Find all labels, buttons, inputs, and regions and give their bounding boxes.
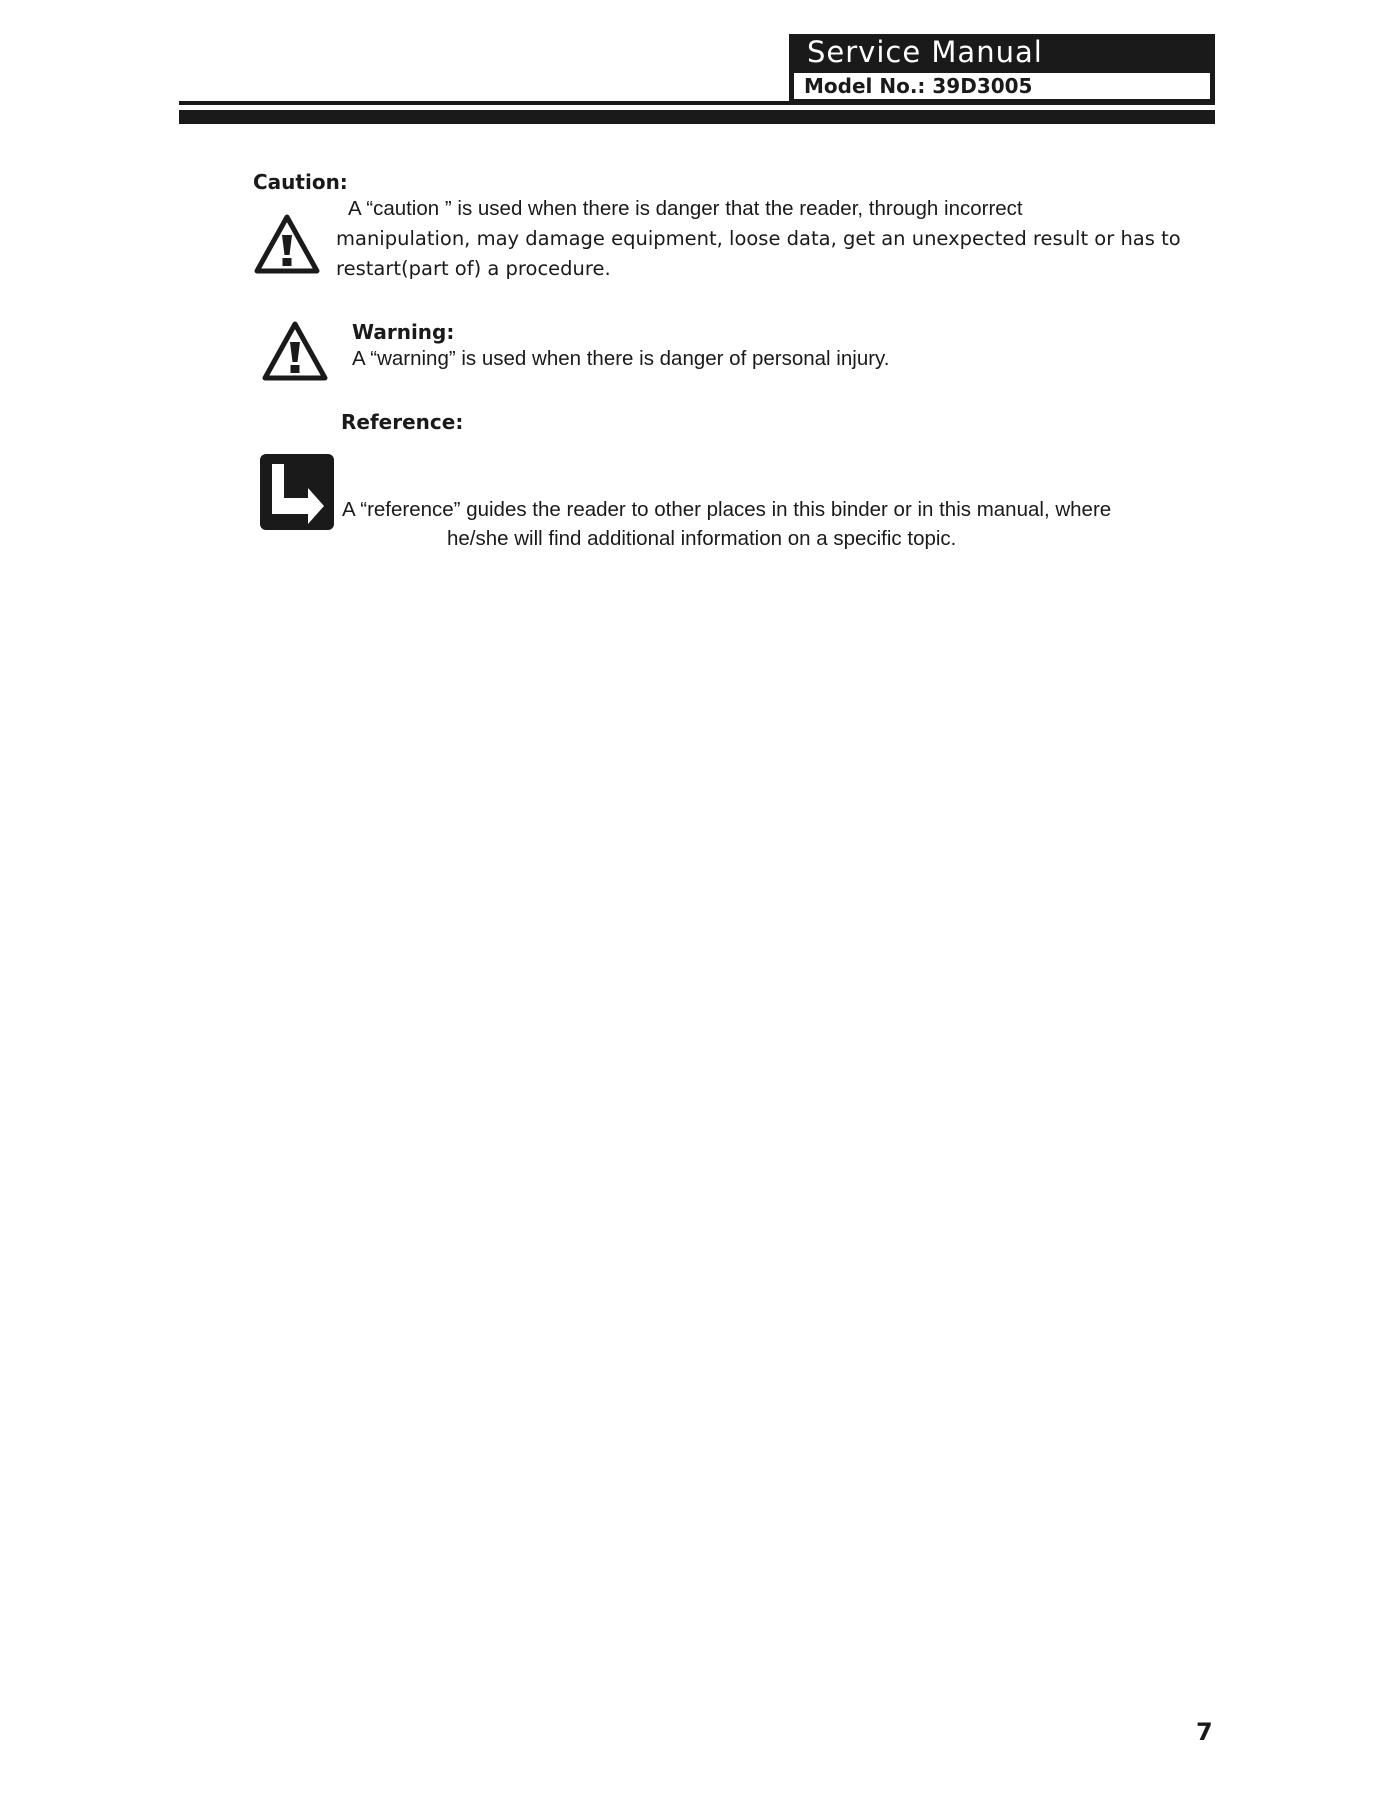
header-rule-thin bbox=[179, 101, 1215, 105]
page-number: 7 bbox=[1196, 1718, 1213, 1746]
reference-heading: Reference: bbox=[341, 410, 464, 434]
reference-text-line-2: he/she will find additional information on a specific topic. bbox=[447, 527, 957, 550]
caution-text-line-3: restart(part of) a procedure. bbox=[336, 257, 611, 280]
header-badge bbox=[789, 34, 1215, 101]
model-number: Model No.: 39D3005 bbox=[804, 74, 1033, 98]
caution-text-line-1: A “caution ” is used when there is danger that the reader, through incorrect bbox=[348, 197, 1023, 220]
warning-heading: Warning: bbox=[352, 320, 455, 344]
manual-title: Service Manual bbox=[807, 35, 1043, 69]
caution-text-line-2: manipulation, may damage equipment, loose data, get an unexpected result or has to bbox=[336, 227, 1181, 250]
caution-heading: Caution: bbox=[253, 170, 348, 194]
warning-text-line-1: A “warning” is used when there is danger of personal injury. bbox=[352, 347, 890, 370]
model-number-box bbox=[792, 71, 1212, 101]
warning-triangle-icon bbox=[262, 320, 328, 382]
header-rule-thick bbox=[179, 110, 1215, 124]
warning-triangle-icon bbox=[254, 213, 320, 275]
reference-arrow-icon bbox=[258, 452, 336, 532]
reference-text-line-1: A “reference” guides the reader to other places in this binder or in this manual, where bbox=[342, 498, 1112, 521]
